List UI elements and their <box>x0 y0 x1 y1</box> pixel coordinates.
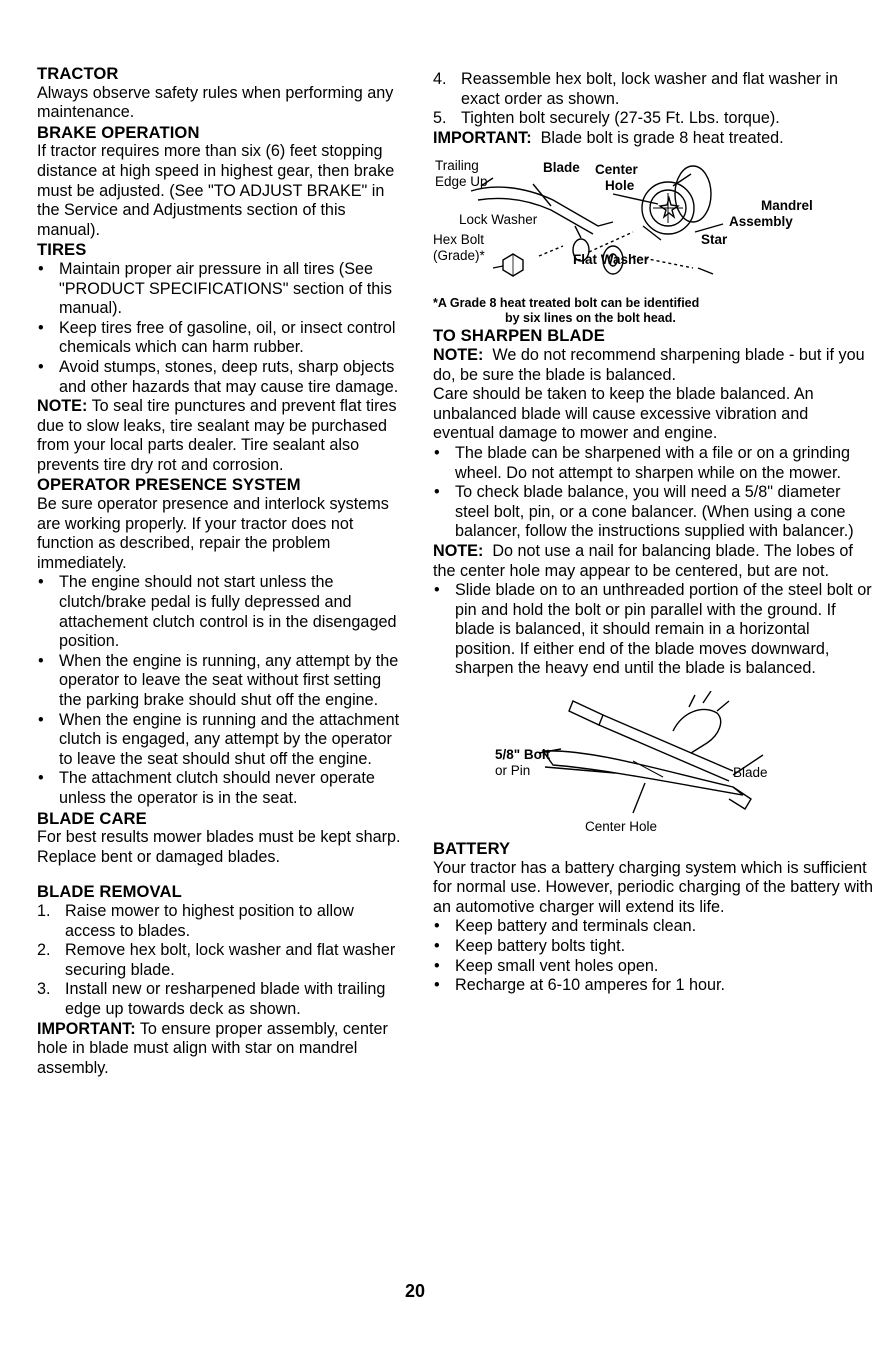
note-text: To seal tire punctures and prevent flat tires due to slow leaks, tire sealant may be purchased from your local parts dealer. Tire sealant also prevents tire dry rot and corrosion. <box>37 397 397 474</box>
label-flat-washer: Flat Washer <box>573 252 650 268</box>
battery-heading: BATTERY <box>433 839 511 859</box>
note-label: NOTE: <box>433 345 484 364</box>
removal-step: 3. Install new or resharpened blade with trailing edge up towards deck as shown. <box>37 980 386 1018</box>
label-hole: Hole <box>605 178 635 194</box>
ops-bullet: • The engine should not start unless the clutch/brake pedal is fully depressed and attachement clutch control is in the disengaged position. <box>37 573 405 651</box>
note-text: Do not use a nail for balancing blade. The lobes of the center hole may appear to be centered, but are not. <box>433 541 853 580</box>
blade-balance-diagram <box>433 691 873 839</box>
ops-bullet: • When the engine is running and the attachment clutch is engaged, any attempt by the operator to leave the seat should shut off the engine. <box>37 711 405 770</box>
removal-step: 1. Raise mower to highest position to allow access to blades. <box>37 901 354 940</box>
label-center-hole: Center Hole <box>585 819 658 835</box>
blade-care-text: For best results mower blades must be kept sharp. Replace bent or damaged blades. <box>37 828 401 866</box>
left-column <box>37 64 405 1078</box>
sharpen-note <box>433 346 873 385</box>
assembly-step: 5. Tighten bolt securely (27-35 Ft. Lbs. torque). <box>433 109 780 128</box>
sharpen-bullet: • To check blade balance, you will need a 5/8" diameter steel bolt, pin, or a cone balancer. (When using a cone balancer, follow the instructions supplied with balancer.) <box>433 483 873 542</box>
label-star: Star <box>701 232 728 248</box>
blade-mount-diagram <box>433 156 873 296</box>
important-text: Blade bolt is grade 8 heat treated. <box>540 128 784 147</box>
ops-bullet: • When the engine is running, any attempt by the operator to leave the seat without first setting the parking brake should shut off the engine. <box>37 652 405 711</box>
ops-bullet: • The attachment clutch should never operate unless the operator is in the seat. <box>37 769 405 808</box>
tires-note <box>37 397 405 475</box>
label-blade: Blade <box>733 765 768 781</box>
important-label: IMPORTANT: <box>37 1019 136 1038</box>
battery-bullet: • Keep battery bolts tight. <box>433 937 873 957</box>
blade-removal-heading: BLADE REMOVAL <box>37 882 182 902</box>
label-edge-up: Edge Up <box>435 174 488 190</box>
balance-bullet: • Slide blade on to an unthreaded portion of the steel bolt or pin and hold the bolt or pin parallel with the ground. If blade is balanced, it should remain in a horizontal position. If either end of the blade moves downward, sharpen the heavy end until the blade is balanced. <box>433 581 873 679</box>
care-text: Care should be taken to keep the blade balanced. An unbalanced blade will cause excessive vibration and eventual damage to mower and engine. <box>433 385 814 443</box>
important-bolt-grade <box>433 129 873 149</box>
brake-heading: BRAKE OPERATION <box>37 122 200 142</box>
label-or-pin: or Pin <box>495 763 531 779</box>
important-assembly <box>37 1020 405 1079</box>
ops-heading: OPERATOR PRESENCE SYSTEM <box>37 475 301 495</box>
removal-step: 2. Remove hex bolt, lock washer and flat washer securing blade. <box>37 941 396 979</box>
label-mandrel: Mandrel <box>761 198 813 214</box>
label-grade: (Grade)* <box>433 248 485 264</box>
label-hex-bolt: Hex Bolt <box>433 232 485 248</box>
tires-bullet: • Maintain proper air pressure in all tires (See "PRODUCT SPECIFICATIONS" section of this manual). <box>37 260 405 319</box>
label-lock-washer: Lock Washer <box>459 212 538 228</box>
important-text: To ensure proper assembly, center hole in blade must align with star on mandrel assembly. <box>37 1019 388 1077</box>
label-trailing: Trailing <box>435 158 479 174</box>
tractor-heading: TRACTOR <box>37 64 119 83</box>
tires-bullet: • Avoid stumps, stones, deep ruts, sharp objects and other hazards that may cause tire damage. <box>37 358 405 397</box>
note-text: We do not recommend sharpening blade - but if you do, be sure the blade is balanced. <box>433 345 865 384</box>
battery-bullet: • Keep battery and terminals clean. <box>433 917 873 937</box>
battery-bullet: • Recharge at 6-10 amperes for 1 hour. <box>433 976 873 996</box>
tractor-text: Always observe safety rules when performing any maintenance. <box>37 83 394 122</box>
label-assembly: Assembly <box>729 214 793 230</box>
tires-bullet: • Keep tires free of gasoline, oil, or insect control chemicals which can harm rubber. <box>37 319 405 358</box>
right-column <box>433 70 873 996</box>
footnote-line-2: by six lines on the bolt head. <box>505 311 676 326</box>
label-bolt: 5/8" Bolt <box>495 747 551 763</box>
brake-text: If tractor requires more than six (6) feet stopping distance at high speed in highest gear, then brake must be adjusted. (See "TO ADJUST BRAKE" in the Service and Adjustments section of this manual). <box>37 142 395 239</box>
battery-text: Your tractor has a battery charging system which is sufficient for normal use. However, periodic charging of the battery with an automotive charger will extend its life. <box>433 858 873 916</box>
label-center: Center <box>595 162 638 178</box>
label-blade: Blade <box>543 160 580 176</box>
tires-heading: TIRES <box>37 240 87 260</box>
page-number: 20 <box>405 1281 426 1301</box>
blade-care-heading: BLADE CARE <box>37 808 147 828</box>
sharpen-bullet: • The blade can be sharpened with a file or on a grinding wheel. Do not attempt to sharpen while on the mower. <box>433 444 873 483</box>
assembly-step: 4. Reassemble hex bolt, lock washer and flat washer in exact order as shown. <box>433 70 838 108</box>
note-label: NOTE: <box>433 541 484 560</box>
nail-note <box>433 542 873 581</box>
ops-text: Be sure operator presence and interlock systems are working properly. If your tractor does not function as described, repair the problem immediately. <box>37 495 389 572</box>
sharpen-heading: TO SHARPEN BLADE <box>433 326 605 346</box>
note-label: NOTE: <box>37 397 88 416</box>
battery-bullet: • Keep small vent holes open. <box>433 957 873 977</box>
important-label: IMPORTANT: <box>433 128 532 147</box>
footnote-line-1: *A Grade 8 heat treated bolt can be identified <box>433 296 700 311</box>
